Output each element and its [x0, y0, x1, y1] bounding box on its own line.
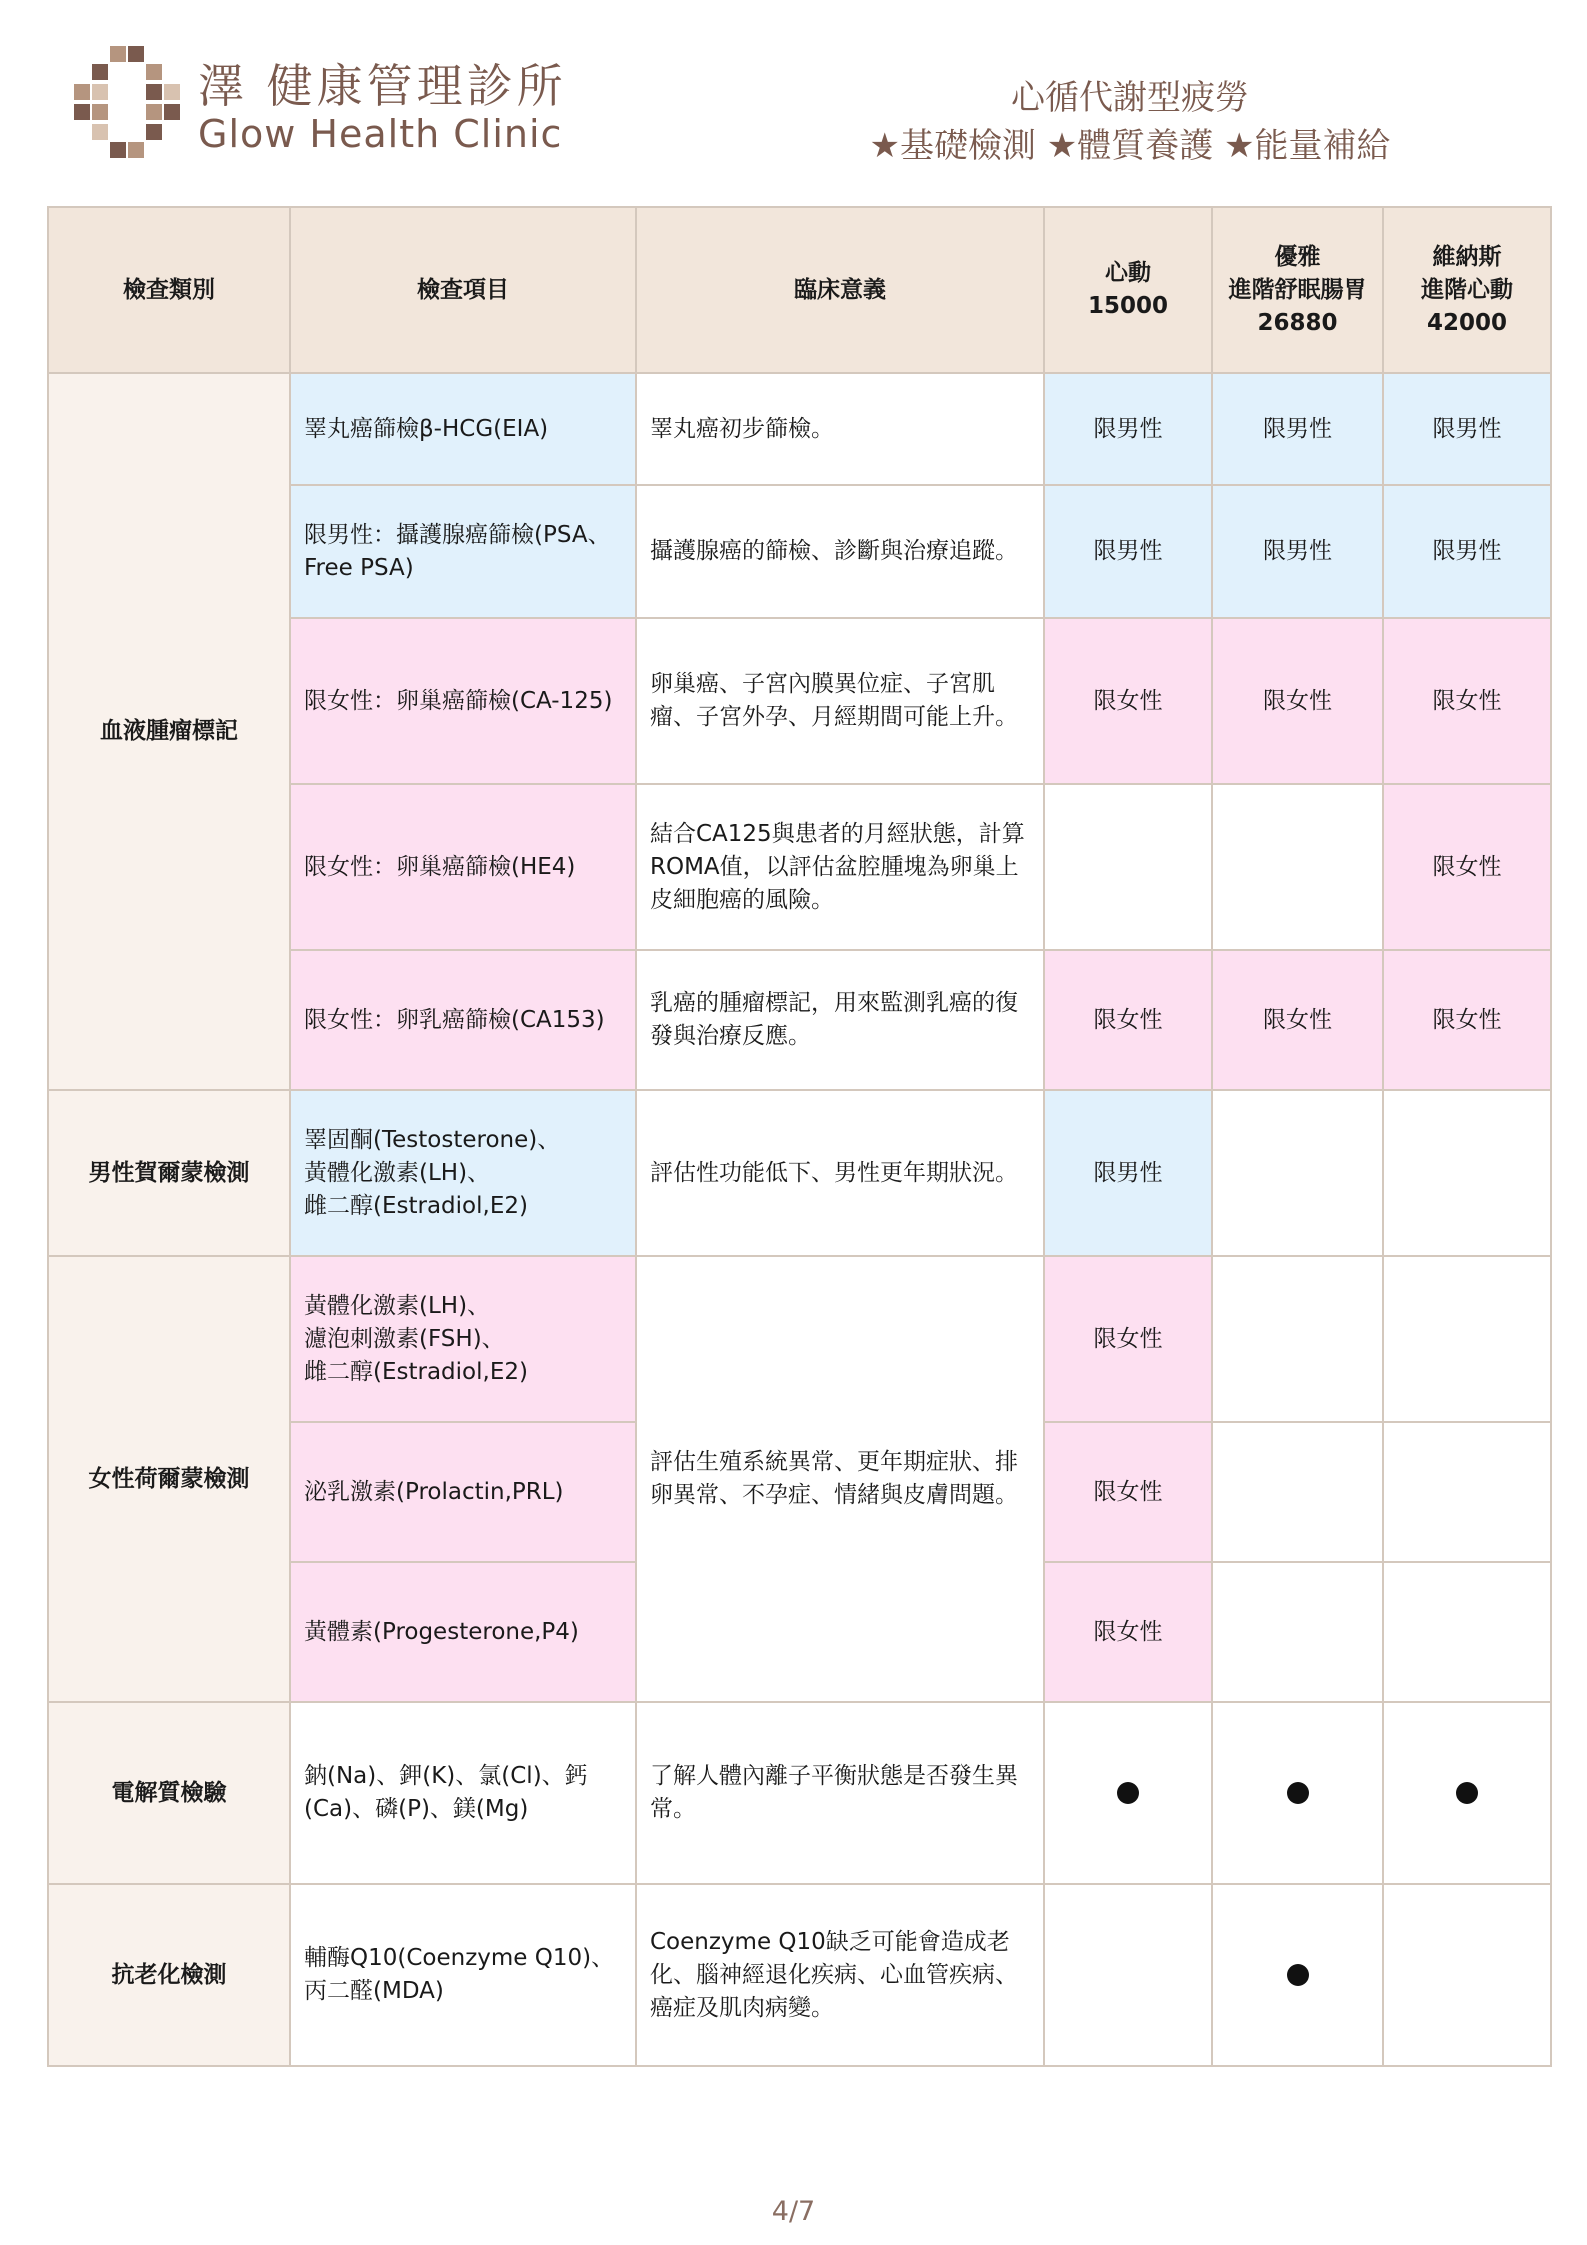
- meaning-cell: Coenzyme Q10缺乏可能會造成老化、腦神經退化疾病、心血管疾病、癌症及肌肉病變。: [636, 1884, 1044, 2066]
- plan-2-cell: [1212, 784, 1383, 950]
- plan-1-cell: 限女性: [1044, 1562, 1212, 1702]
- plan-1-cell: 限男性: [1044, 1090, 1212, 1256]
- item-cell: 睪丸癌篩檢β-HCG(EIA): [290, 373, 636, 485]
- plan-1-cell: 限男性: [1044, 373, 1212, 485]
- plan-3-cell: [1383, 1884, 1551, 2066]
- item-cell: 限男性：攝護腺癌篩檢(PSA、Free PSA): [290, 485, 636, 618]
- page-header: [0, 0, 1587, 190]
- item-cell: 鈉(Na)、鉀(K)、氯(Cl)、鈣(Ca)、磷(P)、鎂(Mg): [290, 1702, 636, 1884]
- plan-3-cell: [1383, 1090, 1551, 1256]
- included-dot-icon: [1287, 1782, 1309, 1804]
- item-cell: 輔酶Q10(Coenzyme Q10)、丙二醛(MDA): [290, 1884, 636, 2066]
- plan-1-cell: 限女性: [1044, 618, 1212, 784]
- category-female-hormone: 女性荷爾蒙檢測: [48, 1256, 290, 1702]
- category-male-hormone: 男性賀爾蒙檢測: [48, 1090, 290, 1256]
- plan-3-cell: 限女性: [1383, 784, 1551, 950]
- table-row: [48, 1090, 1551, 1256]
- category-electrolyte: 電解質檢驗: [48, 1702, 290, 1884]
- header-plan-2: 優雅 進階舒眠腸胃 26880: [1212, 207, 1383, 373]
- plan-3-cell: [1383, 1422, 1551, 1562]
- plan-3-cell: 限男性: [1383, 485, 1551, 618]
- header-meaning: 臨床意義: [636, 207, 1044, 373]
- plan-1-cell: 限男性: [1044, 485, 1212, 618]
- plan-2-cell: 限女性: [1212, 618, 1383, 784]
- clinic-name-en: Glow Health Clinic: [198, 112, 563, 156]
- plan-2-cell: 限男性: [1212, 373, 1383, 485]
- plan-3-cell: [1383, 1256, 1551, 1422]
- plan-1-cell: [1044, 1702, 1212, 1884]
- clinic-logo-icon: [72, 46, 182, 158]
- plan-2-cell: 限女性: [1212, 950, 1383, 1090]
- plan-2-cell: [1212, 1256, 1383, 1422]
- included-dot-icon: [1287, 1964, 1309, 1986]
- plan-2-cell: [1212, 1562, 1383, 1702]
- item-cell: 限女性：卵巢癌篩檢(CA-125): [290, 618, 636, 784]
- plan-1-cell: 限女性: [1044, 950, 1212, 1090]
- plan-3-cell: [1383, 1702, 1551, 1884]
- meaning-cell: 評估生殖系統異常、更年期症狀、排卵異常、不孕症、情緒與皮膚問題。: [636, 1256, 1044, 1702]
- category-antiaging: 抗老化檢測: [48, 1884, 290, 2066]
- meaning-cell: 了解人體內離子平衡狀態是否發生異常。: [636, 1702, 1044, 1884]
- meaning-cell: 睪丸癌初步篩檢。: [636, 373, 1044, 485]
- plan-3-cell: 限女性: [1383, 950, 1551, 1090]
- item-cell: 黃體化激素(LH)、 濾泡刺激素(FSH)、 雌二醇(Estradiol,E2): [290, 1256, 636, 1422]
- item-cell: 黃體素(Progesterone,P4): [290, 1562, 636, 1702]
- header-item: 檢查項目: [290, 207, 636, 373]
- meaning-cell: 乳癌的腫瘤標記，用來監測乳癌的復發與治療反應。: [636, 950, 1044, 1090]
- exam-table: [47, 206, 1552, 2067]
- page-title: 心循代謝型疲勞: [1011, 78, 1249, 118]
- included-dot-icon: [1456, 1782, 1478, 1804]
- plan-3-cell: 限男性: [1383, 373, 1551, 485]
- table-row: [48, 1702, 1551, 1884]
- page-number: 4/7: [771, 2196, 816, 2227]
- item-cell: 泌乳激素(Prolactin,PRL): [290, 1422, 636, 1562]
- plan-2-cell: 限男性: [1212, 485, 1383, 618]
- plan-3-cell: [1383, 1562, 1551, 1702]
- included-dot-icon: [1117, 1782, 1139, 1804]
- plan-2-cell: [1212, 1884, 1383, 2066]
- item-cell: 限女性：卵乳癌篩檢(CA153): [290, 950, 636, 1090]
- item-cell: 睪固酮(Testosterone)、 黃體化激素(LH)、 雌二醇(Estradiol,E2): [290, 1090, 636, 1256]
- plan-2-cell: [1212, 1422, 1383, 1562]
- category-tumor: 血液腫瘤標記: [48, 373, 290, 1090]
- table-row: [48, 1884, 1551, 2066]
- plan-2-cell: [1212, 1090, 1383, 1256]
- plan-1-cell: [1044, 784, 1212, 950]
- meaning-cell: 攝護腺癌的篩檢、診斷與治療追蹤。: [636, 485, 1044, 618]
- item-cell: 限女性：卵巢癌篩檢(HE4): [290, 784, 636, 950]
- meaning-cell: 評估性功能低下、男性更年期狀況。: [636, 1090, 1044, 1256]
- table-header-row: [48, 207, 1551, 373]
- table-row: [48, 1256, 1551, 1422]
- header-category: 檢查類別: [48, 207, 290, 373]
- meaning-cell: 結合CA125與患者的月經狀態，計算ROMA值，以評估盆腔腫塊為卵巢上皮細胞癌的風險。: [636, 784, 1044, 950]
- plan-2-cell: [1212, 1702, 1383, 1884]
- header-plan-1: 心動 15000: [1044, 207, 1212, 373]
- plan-1-cell: 限女性: [1044, 1256, 1212, 1422]
- meaning-cell: 卵巢癌、子宮內膜異位症、子宮肌瘤、子宮外孕、月經期間可能上升。: [636, 618, 1044, 784]
- plan-1-cell: 限女性: [1044, 1422, 1212, 1562]
- page-subtitle: ★基礎檢測 ★體質養護 ★能量補給: [869, 126, 1391, 166]
- plan-1-cell: [1044, 1884, 1212, 2066]
- plan-3-cell: 限女性: [1383, 618, 1551, 784]
- header-plan-3: 維納斯 進階心動 42000: [1383, 207, 1551, 373]
- clinic-name-cn: 澤 健康管理診所: [198, 59, 567, 113]
- table-row: [48, 373, 1551, 485]
